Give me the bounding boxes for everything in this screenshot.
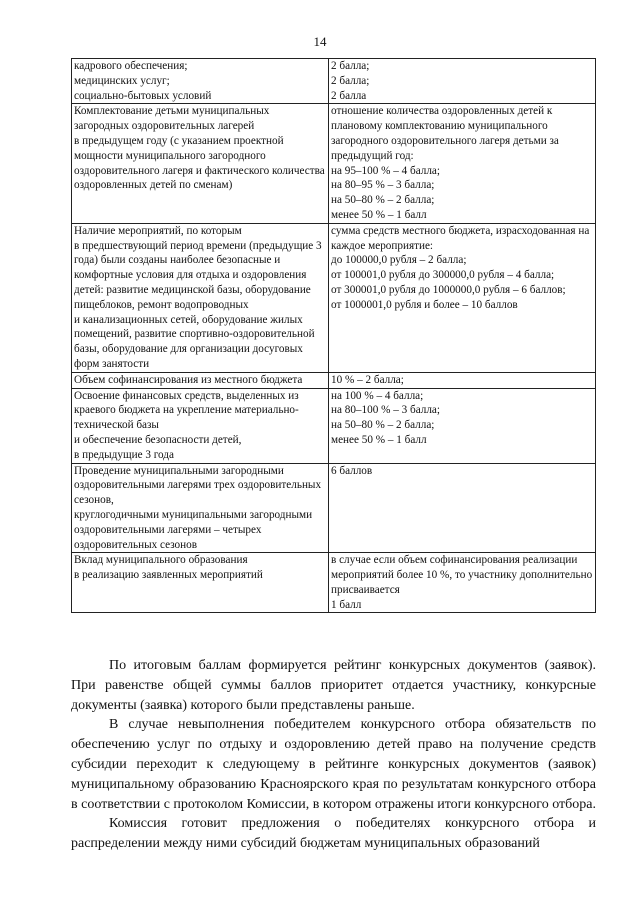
- score-cell: отношение количества оздоровленных детей к плановому комплектованию муниципального загородного оздоровительного лагеря детьми за предыдущий год: на 95–100 % – 4 балла; на 80–95 % – 3 балла; на 50–80 % – 2 балла; менее 50 % – 1 балл: [329, 104, 596, 223]
- table-row: [72, 388, 596, 463]
- score-cell: 10 % – 2 балла;: [329, 372, 596, 388]
- non-fulfillment-paragraph: В случае невыполнения победителем конкурсного отбора обязательств по обеспечению услуг по отдыху и оздоровлению детей право на получение средств субсидии переходит к следующему в рейтинге конкурсных документов (заявок) муниципальному образованию Красноярского края по результатам конкурсного отбора в соответствии с протоколом Комиссии, в котором отражены итоги конкурсного отбора.: [71, 717, 596, 812]
- table-row: [72, 463, 596, 553]
- criterion-cell: Объем софинансирования из местного бюджета: [72, 372, 329, 388]
- score-cell: сумма средств местного бюджета, израсходованная на каждое мероприятие: до 100000,0 рубля – 2 балла; от 100001,0 рубля до 300000,0 рубля – 4 балла; от 300001,0 рубля до 1000000,0 рубля – 6 баллов; от 1000001,0 рубля и более – 10 баллов: [329, 223, 596, 372]
- commission-paragraph: Комиссия готовит предложения о победителях конкурсного отбора и распределении между ними субсидий бюджетам муниципальных образований: [71, 816, 596, 852]
- score-cell: 6 баллов: [329, 463, 596, 553]
- criterion-cell: кадрового обеспечения; медицинских услуг; социально-бытовых условий: [72, 59, 329, 104]
- score-cell: в случае если объем софинансирования реализации мероприятий более 10 %, то участнику дополнительно присваивается 1 балл: [329, 553, 596, 613]
- criterion-cell: Проведение муниципальными загородными оздоровительными лагерями трех оздоровительных сезонов, круглогодичными муниципальными загородными оздоровительными лагерями – четырех оздоровительных сезонов: [72, 463, 329, 553]
- table-row: [72, 223, 596, 372]
- table-row: [72, 553, 596, 613]
- table-row: [72, 104, 596, 223]
- criterion-cell: Наличие мероприятий, по которым в предшествующий период времени (предыдущие 3 года) были созданы наиболее безопасные и комфортные условия для отдыха и оздоровления детей: развитие медицинской базы, оборудование пищеблоков, ремонт водопроводных и канализационных сетей, оборудование жилых помещений, развитие спортивно-оздоровительной базы, оборудование для организации досуговых форм занятости: [72, 223, 329, 372]
- criterion-cell: Вклад муниципального образования в реализацию заявленных мероприятий: [72, 553, 329, 613]
- criterion-cell: Комплектование детьми муниципальных загородных оздоровительных лагерей в предыдущем году (с указанием проектной мощности муниципального загородного оздоровительного лагеря и фактического количества оздоровленных детей по сменам): [72, 104, 329, 223]
- score-cell: на 100 % – 4 балла; на 80–100 % – 3 балла; на 50–80 % – 2 балла; менее 50 % – 1 балл: [329, 388, 596, 463]
- criteria-table: [71, 58, 596, 613]
- table-row: [72, 372, 596, 388]
- table-row: [72, 59, 596, 104]
- score-cell: 2 балла; 2 балла; 2 балла: [329, 59, 596, 104]
- rating-paragraph: По итоговым баллам формируется рейтинг конкурсных документов (заявок). При равенстве общей суммы баллов приоритет отдается участнику, конкурсные документы (заявка) которого были представлены раньше.: [71, 658, 596, 713]
- criterion-cell: Освоение финансовых средств, выделенных из краевого бюджета на укрепление материально-технической базы и обеспечение безопасности детей, в предыдущие 3 года: [72, 388, 329, 463]
- page-number: 14: [313, 34, 327, 49]
- body-text: [71, 656, 596, 854]
